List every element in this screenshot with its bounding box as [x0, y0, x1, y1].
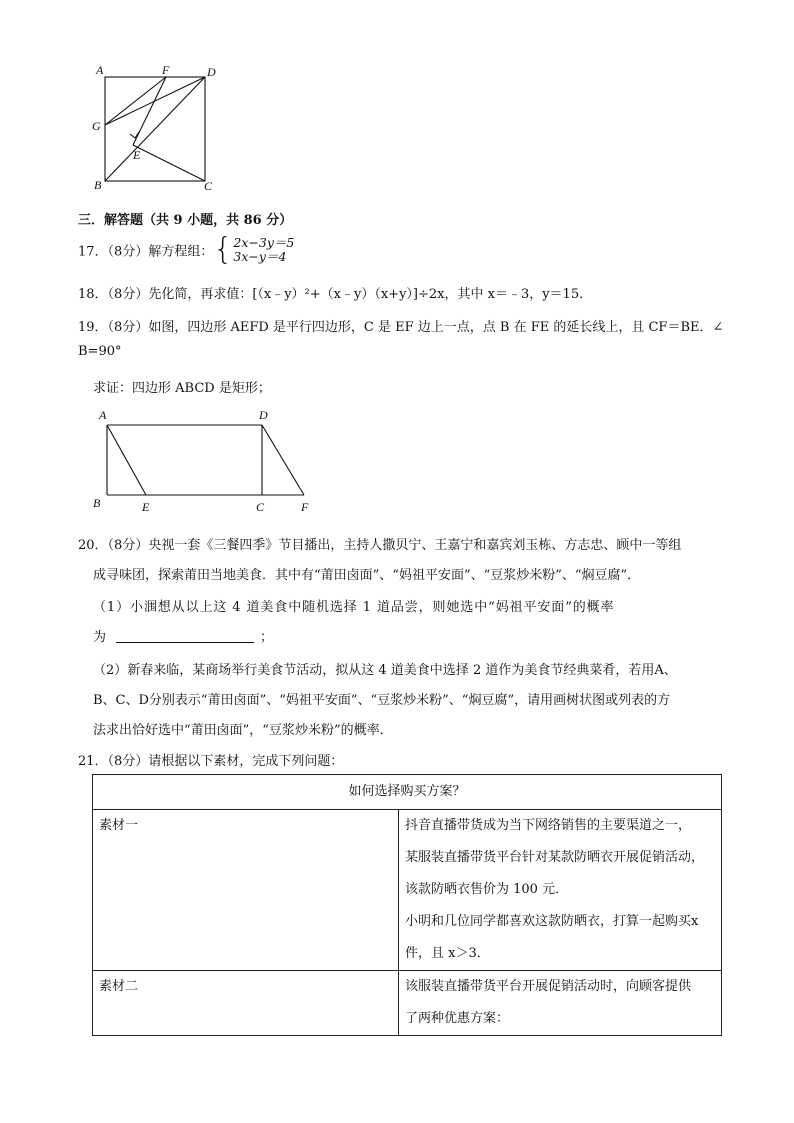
- question-19-line1: 19．（8分）如图，四边形 AEFD 是平行四边形，C 是 EF 边上一点，点 B 在 FE 的延长线上，且 CF＝BE．∠: [78, 320, 724, 335]
- right-angle-mark: [130, 132, 139, 138]
- label-F: F: [301, 500, 309, 514]
- q17-prefix: 17．（8分）解方程组：: [78, 244, 214, 260]
- question-20-line1: 20．（8分）央视一套《三餐四季》节目播出，主持人撒贝宁、王嘉宁和嘉宾刘玉栋、方志忠、顾中一等组: [78, 538, 682, 553]
- row-line: 件，且 x＞3．: [405, 946, 490, 961]
- materials-table: [92, 774, 722, 1036]
- row-content: [399, 971, 722, 1036]
- table-row: [93, 971, 722, 1036]
- label-D: D: [259, 408, 268, 422]
- row-line: 该款防晒衣售价为 100 元．: [405, 882, 569, 897]
- table-header-row: [93, 775, 722, 810]
- section-title: 三．解答题（共 9 小题，共 86 分）: [78, 213, 293, 228]
- row-content: [399, 810, 722, 971]
- row-label: 素材二: [93, 971, 399, 1036]
- table-row: [93, 810, 722, 971]
- row-line: 了两种优惠方案：: [405, 1011, 510, 1026]
- segment-df: [262, 425, 304, 495]
- square-figure: [88, 62, 228, 194]
- question-20-part2-line2: B、C、D分别表示“莆田卤面”、“妈祖平安面”、“豆浆炒米粉”、“焖豆腐”，请用画树状图或列表的方: [93, 693, 671, 708]
- equation-2: 3x−y＝4: [233, 249, 287, 264]
- segment-ec: [133, 145, 205, 181]
- question-20-line2: 成寻味团，探索莆田当地美食．其中有“莆田卤面”、“妈祖平安面”、“豆浆炒米粉”、“焖豆腐”．: [93, 568, 641, 583]
- question-20-part1-line2: [93, 626, 273, 645]
- row-label: 素材一: [93, 810, 399, 971]
- question-20-part1-line1: （1）小涠想从以上这 4 道美食中随机选择 1 道品尝，则她选中“妈祖平安面”的概率: [93, 600, 615, 615]
- segment-gd: [105, 77, 205, 125]
- label-B: B: [94, 178, 102, 192]
- system-brace: {: [213, 232, 233, 267]
- answer-blank[interactable]: [116, 630, 254, 643]
- label-A: A: [96, 63, 104, 77]
- equation-1: 2x−3y＝5: [233, 235, 295, 250]
- q20-p1-prefix: 为: [93, 630, 107, 645]
- label-C: C: [256, 500, 265, 514]
- segment-bd-diag: [105, 77, 205, 181]
- question-20-part2-line1: （2）新春来临，某商场举行美食节活动，拟从这 4 道美食中选择 2 道作为美食节经典菜肴，若用A、: [93, 663, 677, 678]
- parallelogram-figure: [88, 405, 328, 515]
- question-19-line2: B=90°: [78, 344, 122, 359]
- question-20-part2-line3: 法求出恰好选中“莆田卤面”，“豆浆炒米粉”的概率．: [93, 723, 393, 738]
- row-line: 某服装直播带货平台针对某款防晒衣开展促销活动，: [405, 850, 705, 865]
- row-line: 该服装直播带货平台开展促销活动时，向顾客提供: [405, 979, 692, 994]
- label-E: E: [142, 500, 150, 514]
- question-17: [78, 232, 295, 267]
- question-19-prove: 求证：四边形 ABCD 是矩形；: [93, 381, 271, 396]
- question-21-intro: 21．（8分）请根据以下素材，完成下列问题：: [78, 754, 344, 769]
- label-A: A: [99, 408, 107, 422]
- label-E: E: [133, 148, 141, 162]
- q20-p1-suffix: ；: [260, 630, 274, 645]
- row-line: 抖音直播带货成为当下网络销售的主要渠道之一，: [405, 818, 692, 833]
- label-C: C: [204, 179, 213, 193]
- row-line: 小明和几位同学都喜欢这款防晒衣，打算一起购买x: [405, 914, 699, 929]
- segment-gf: [105, 77, 166, 125]
- label-F: F: [162, 63, 170, 77]
- equation-system: [233, 236, 294, 264]
- label-D: D: [207, 65, 216, 79]
- segment-ae: [107, 425, 146, 495]
- question-18: 18．（8分）先化简，再求值：[（x﹣y）²+（x﹣y）（x+y）]÷2x，其中 x＝﹣3，y＝15．: [78, 287, 593, 302]
- table-header: 如何选择购买方案？: [93, 775, 722, 810]
- label-B: B: [93, 496, 101, 510]
- label-G: G: [92, 119, 101, 133]
